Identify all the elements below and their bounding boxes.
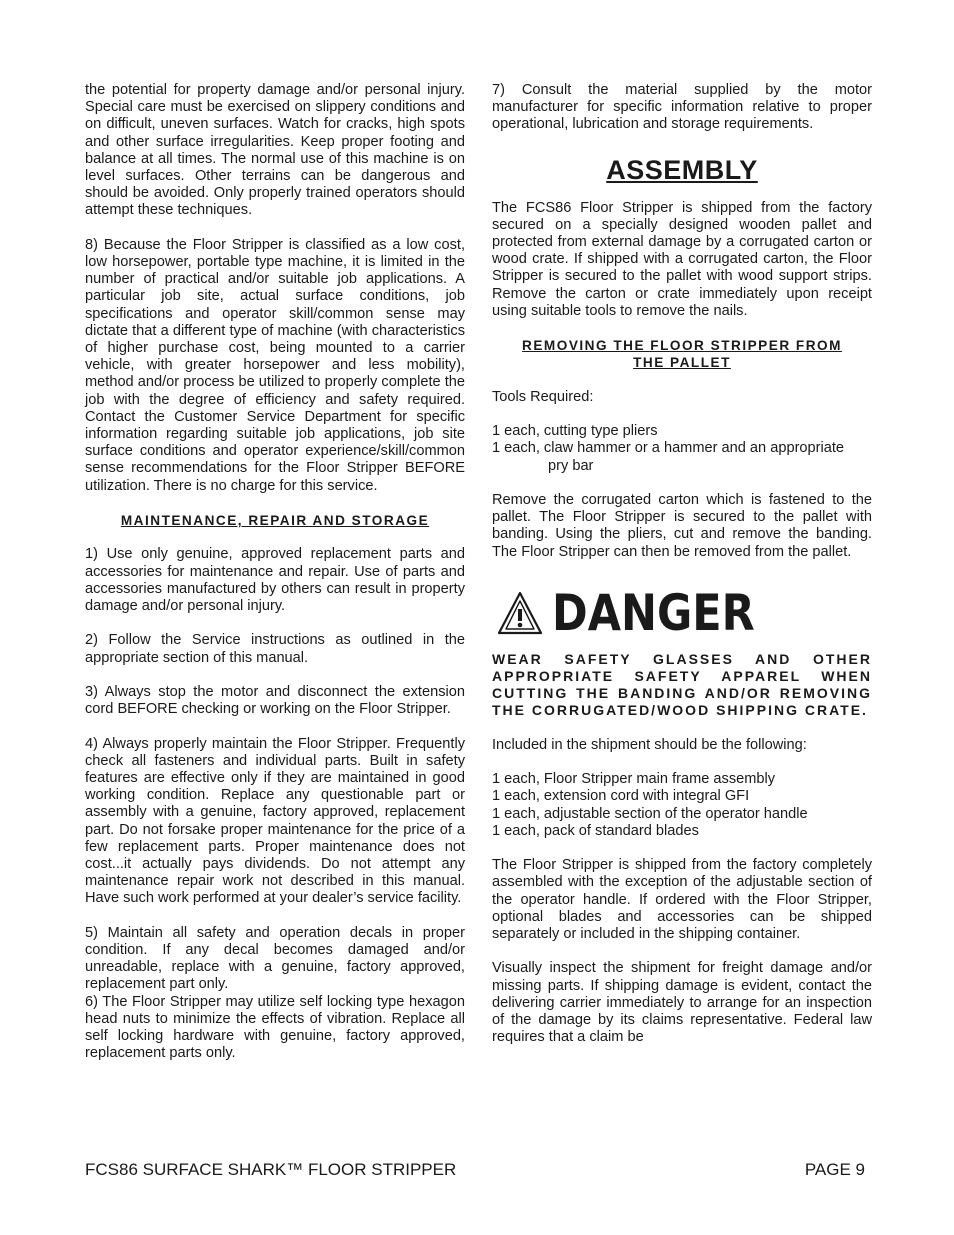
included-item-3: 1 each, adjustable section of the operator handle [492,805,808,822]
assembly-heading: ASSEMBLY [606,154,758,185]
left-column [85,82,465,1062]
footer-title: FCS86 SURFACE SHARK™ FLOOR STRIPPER [85,1160,457,1179]
maintenance-item-2: 2) Follow the Service instructions as outlined in the appropriate section of this manual. [85,632,465,666]
danger-label: DANGER [552,583,755,642]
tool-item-2: 1 each, claw hammer or a hammer and an appropriate [492,440,845,457]
item-8-paragraph: 8) Because the Floor Stripper is classified as a low cost, low horsepower, portable type machine, it is limited in the number of practical and/or suitable job applications. A particular job site, actual surface conditions, job specifications and operator skill/common sense may dictate that a different type of machine (with characteristics of higher purchase cost, being mounted to a carrier vehicle, with greater horsepower and less mobility), method and/or process be utilized to properly complete the job with the degree of efficiency and safety required. Contact the Customer Service Department for specific information regarding suitable job applications, job site surface conditions and operator experience/skill/common sense recommendations for the Floor Stripper BEFORE utilization. There is no charge for this service. [85,236,465,494]
remove-carton-paragraph: Remove the corrugated carton which is fastened to the pallet. The Floor Stripper is secured to the pallet with banding. Using the pliers, cut and remove the banding. The Floor Stripper can then be removed from the pallet. [492,492,872,560]
removing-heading-line-2: THE PALLET [633,355,731,371]
danger-banner [492,583,872,643]
danger-warning-text: WEAR SAFETY GLASSES AND OTHER APPROPRIATE SAFETY APPAREL WHEN CUTTING THE BANDING AND/OR REMOVING THE CORRUGATED/WOOD SHIPPING CRATE. [492,650,872,719]
maintenance-item-6: 6) The Floor Stripper may utilize self locking type hexagon head nuts to minimize the effects of vibration. Replace all self locking hardware with genuine, factory approved, replacement parts only. [85,993,465,1062]
inspect-paragraph: Visually inspect the shipment for freight damage and/or missing parts. If shipping damage is evident, contact the delivering carrier immediately to arrange for an inspection of the damage by its claims representative. Federal law requires that a claim be [492,960,872,1046]
maintenance-item-1: 1) Use only genuine, approved replacement parts and accessories for maintenance and repair. Use of parts and accessories manufactured by others can result in property damage and/or personal injury. [85,546,465,615]
included-item-4: 1 each, pack of standard blades [492,822,699,839]
maintenance-item-4: 4) Always properly maintain the Floor Stripper. Frequently check all fasteners and individual parts. Built in safety features are effective only if they are maintained in good working condition. Replace any questionable part or assembly with a genuine, factory approved, replacement part. Do not forsake proper maintenance for the price of a few replacement parts. Proper maintenance does not cost...it actually pays dividends. Do not attempt any maintenance repair work not described in this manual. Have such work performed at your dealer’s service facility. [85,735,465,907]
included-item-1: 1 each, Floor Stripper main frame assembly [492,771,776,788]
shipped-assembled-paragraph: The Floor Stripper is shipped from the factory completely assembled with the exception of the adjustable section of the operator handle. If ordered with the Floor Stripper, optional blades and accessories can be shipped separately or included in the shipping container. [492,857,872,943]
page-number: PAGE 9 [804,1160,865,1179]
intro-paragraph: the potential for property damage and/or personal injury. Special care must be exercised on slippery conditions and on difficult, uneven surfaces. Watch for cracks, high spots and other surface irregularities. Keep proper footing and balance at all times. The normal use of this machine is on level surfaces. Other terrains can be dangerous and should be avoided. Only properly trained operators should attempt these techniques. [85,82,465,219]
removing-heading-line-1: REMOVING THE FLOOR STRIPPER FROM [522,338,842,354]
maintenance-item-3: 3) Always stop the motor and disconnect the extension cord BEFORE checking or working on the Floor Stripper. [85,684,465,718]
tool-item-1: 1 each, cutting type pliers [492,423,658,440]
maintenance-heading: MAINTENANCE, REPAIR AND STORAGE [120,513,430,529]
included-item-2: 1 each, extension cord with integral GFI [492,788,750,805]
tool-item-2-continued: pry bar [548,457,594,474]
tools-required: Tools Required: [492,388,594,405]
maintenance-item-7: 7) Consult the material supplied by the motor manufacturer for specific information relative to proper operational, lubrication and storage requirements. [492,82,872,133]
page-footer [85,1160,865,1180]
assembly-intro: The FCS86 Floor Stripper is shipped from the factory secured on a specially designed wooden pallet and protected from external damage by a corrugated carton or wood crate. If shipped with a corrugated carton, the Floor Stripper is secured to the pallet with wood support strips. Remove the carton or crate immediately upon receipt using suitable tools to remove the nails. [492,199,872,319]
removing-heading [492,337,872,371]
maintenance-item-5: 5) Maintain all safety and operation decals in proper condition. If any decal becomes damaged and/or unreadable, replace with a genuine, factory approved, replacement part only. [85,924,465,993]
included-intro: Included in the shipment should be the following: [492,736,807,753]
warning-triangle-icon [496,590,544,636]
right-column [492,82,872,1064]
